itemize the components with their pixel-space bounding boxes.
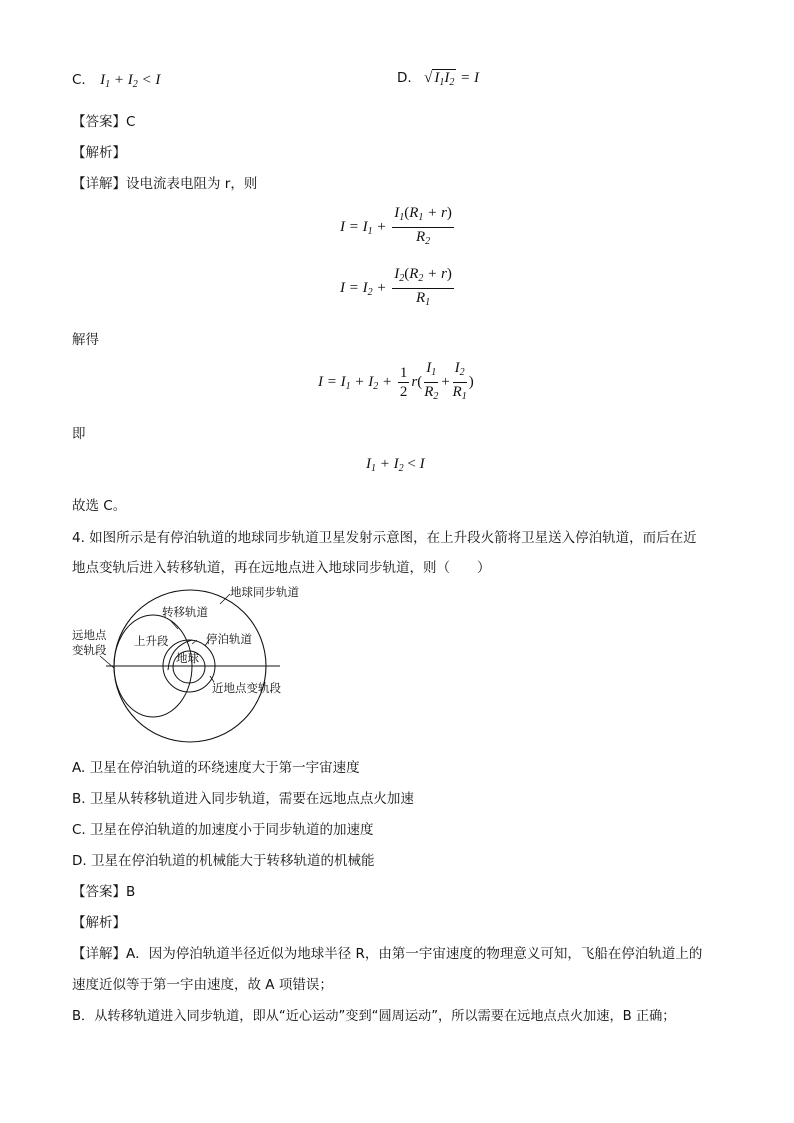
- label-ascent: 上升段: [134, 634, 169, 648]
- q4-option-b: B. 卫星从转移轨道进入同步轨道，需要在远地点点火加速: [72, 791, 414, 807]
- option-d-label: D.: [397, 70, 412, 86]
- q4-analysis-tag: 【解析】: [72, 915, 126, 931]
- q4-answer-tag: 【答案】: [72, 884, 126, 900]
- q4-option-a: A. 卫星在停泊轨道的环绕速度大于第一宇宙速度: [72, 760, 360, 776]
- option-d-formula-tail: = I: [460, 70, 479, 86]
- orbit-diagram: [70, 582, 310, 747]
- equation-1: $I = I_1$ + $\frac{I_1(R_1 + r)}{R_2}$: [340, 205, 452, 247]
- label-earth: 地球: [176, 651, 199, 665]
- equation-3: $I = I_1 + I_2$ + $\frac{1}{2}$ r( $\frac{I_1}{R_2}$ + $\frac{I_2}{R_1}$ ): [318, 360, 474, 402]
- q3-solve-label: 解得: [72, 332, 99, 348]
- leader-geo: [220, 594, 230, 604]
- label-near-change: 近地点变轨段: [212, 681, 281, 695]
- option-c-row: [72, 72, 160, 90]
- q3-conclusion: 故选 C。: [72, 498, 127, 514]
- q3-answer-tag: 【答案】: [72, 114, 126, 130]
- option-d-row: [397, 70, 479, 88]
- q3-ie-label: 即: [72, 426, 86, 442]
- label-geo-orbit: 地球同步轨道: [230, 585, 299, 599]
- q3-detail: [72, 172, 257, 192]
- q4-detail-line1: 【详解】A．因为停泊轨道半径近似为地球半径 R，由第一宇宙速度的物理意义可知，飞船在停泊轨道上的: [72, 946, 703, 962]
- q4-option-c: C. 卫星在停泊轨道的加速度小于同步轨道的加速度: [72, 822, 374, 838]
- q4-option-d: D. 卫星在停泊轨道的机械能大于转移轨道的机械能: [72, 853, 375, 869]
- q4-answer-value: B: [126, 884, 136, 900]
- label-transfer-orbit: 转移轨道: [162, 605, 208, 619]
- option-c-formula-tail: < I: [141, 72, 161, 88]
- q3-detail-tag: 【详解】: [72, 176, 126, 192]
- equation-4: $I_1 + I_2 < I$: [366, 456, 425, 474]
- equation-2: $I = I_2$ + $\frac{I_2(R_2 + r)}{R_1}$: [340, 266, 452, 308]
- label-parking-orbit: 停泊轨道: [206, 632, 252, 646]
- q4-stem-line1: 4. 如图所示是有停泊轨道的地球同步轨道卫星发射示意图，在上升段火箭将卫星送入停泊轨道，而后在近: [72, 530, 697, 546]
- q3-answer: [72, 110, 135, 130]
- option-d-formula: √ $I_1I_2 = I$: [424, 70, 479, 88]
- label-far-point: 远地点: [72, 628, 107, 642]
- q4-detail-line3: B．从转移轨道进入同步轨道，即从“近心运动”变到“圆周运动”，所以需要在远地点点火加速，B 正确；: [72, 1009, 676, 1024]
- q4-answer: [72, 880, 135, 900]
- q3-answer-value: C: [126, 114, 136, 130]
- q4-stem-line2: 地点变轨后进入转移轨道，再在远地点进入地球同步轨道，则（ ）: [72, 560, 491, 576]
- q3-analysis-tag: 【解析】: [72, 145, 126, 161]
- q3-detail-text: 设电流表电阻为 r，则: [126, 176, 258, 192]
- option-c-label: C.: [72, 72, 86, 88]
- option-c-formula: $I_1 + I_2 < I$: [100, 72, 161, 90]
- label-far-change: 变轨段: [72, 643, 107, 657]
- q4-detail-line2: 速度近似等于第一宇由速度，故 A 项错误；: [72, 977, 333, 993]
- leader-transfer: [170, 620, 178, 629]
